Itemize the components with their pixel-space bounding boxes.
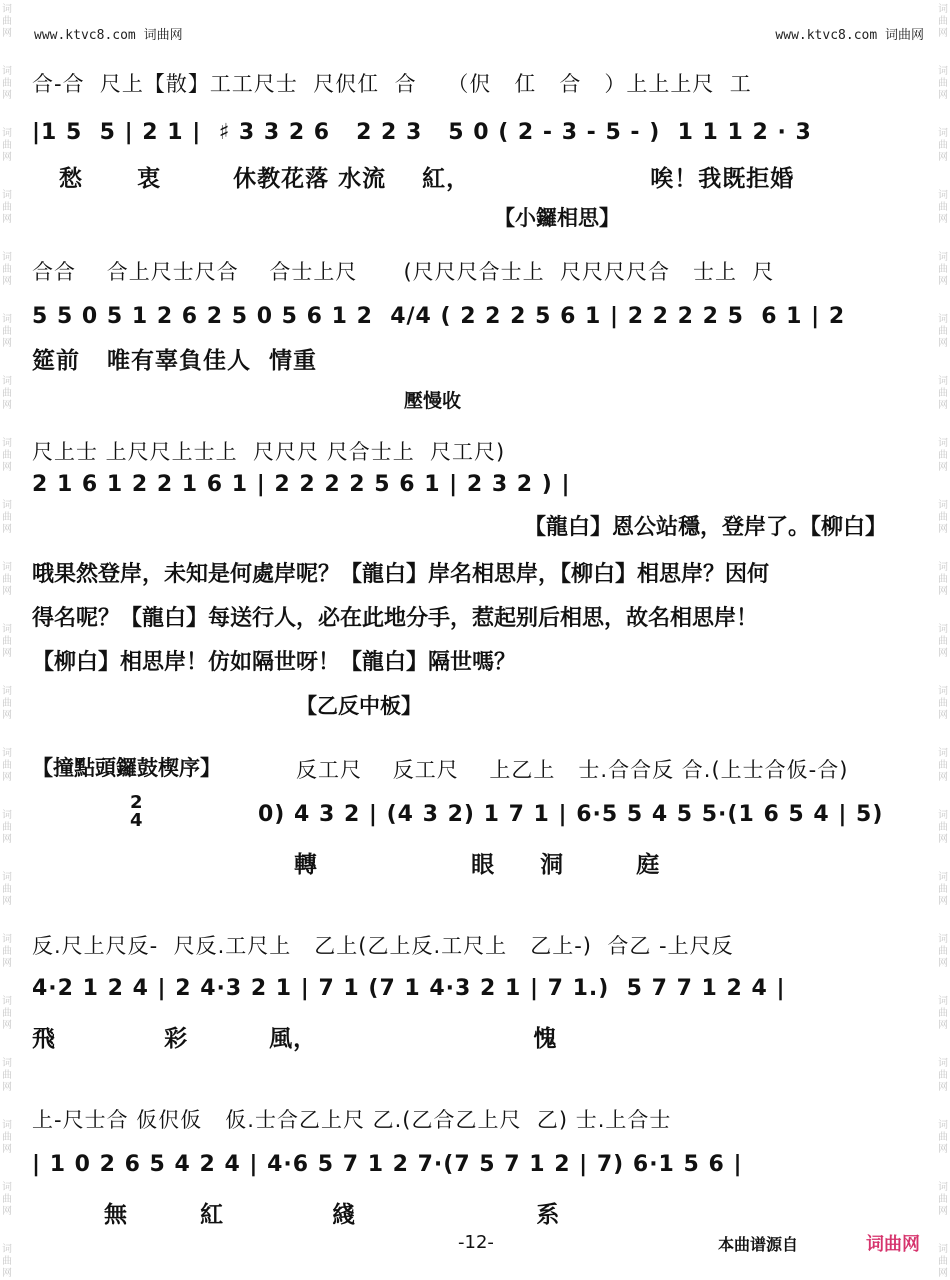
system6-gongche: 上-尺士合 仮伬仮 仮.士合乙上尺 乙.(乙合乙上尺 乙) 士.上合士 (32, 1108, 672, 1132)
watermark-mark: 词曲网 (2, 810, 12, 845)
watermark-mark: 词曲网 (938, 4, 948, 39)
watermark-mark: 词曲网 (2, 1182, 12, 1217)
system3-gongche: 尺上士 上尺尺上士上 尺尺尺 尺合士上 尺工尺) (32, 440, 506, 464)
system6-jianpu: | 1 0 2 6 5 4 2 4 | 4·6 5 7 1 2 7·(7 5 7 1 2 | 7) 6·1 5 6 | (32, 1152, 743, 1177)
time-signature-bottom: 4 (130, 810, 143, 831)
watermark-mark: 词曲网 (2, 500, 12, 535)
system2-lyrics: 筵前 唯有辜負佳人 情重 (32, 348, 318, 374)
watermark-mark: 词曲网 (938, 314, 948, 349)
system6-lyrics: 無 紅 綫 系 (32, 1202, 561, 1228)
watermark-mark: 词曲网 (2, 252, 12, 287)
watermark-mark: 词曲网 (2, 624, 12, 659)
watermark-mark: 词曲网 (938, 1120, 948, 1155)
system2-jianpu: 5 5 0 5 1 2 6 2 5 0 5 6 1 2 4/4 ( 2 2 2 5 6 1 | 2 2 2 2 5 6 1 | 2 (32, 304, 846, 329)
watermark-mark: 词曲网 (2, 128, 12, 163)
system4-lyrics: 轉 眼 洞 庭 (294, 852, 661, 878)
watermark-mark: 词曲网 (938, 686, 948, 721)
watermark-mark: 词曲网 (938, 1244, 948, 1279)
dialogue-line-3: 得名呢？【龍白】每送行人，必在此地分手，惹起别后相思，故名相思岸！ (32, 606, 759, 631)
watermark-mark: 词曲网 (938, 996, 948, 1031)
watermark-mark: 词曲网 (938, 66, 948, 101)
dialogue-line-1: 【龍白】恩公站穩，登岸了。【柳白】 (524, 515, 888, 540)
system1-lyrics: 愁 衷 休教花落 水流 紅， 唉！我既拒婚 (32, 166, 795, 192)
watermark-mark: 词曲网 (938, 934, 948, 969)
watermark-mark: 词曲网 (2, 66, 12, 101)
watermark-mark: 词曲网 (938, 500, 948, 535)
watermark-mark: 词曲网 (938, 128, 948, 163)
system2-gongche: 合合 合上尺士尺合 合士上尺 (尺尺尺合士上 尺尺尺尺合 士上 尺 (32, 260, 775, 284)
watermark-mark: 词曲网 (938, 748, 948, 783)
watermark-mark: 词曲网 (2, 190, 12, 225)
system1-gongche: 合-合 尺上【散】工工尺士 尺伬仜 合 （伬 仜 合 ）上上上尺 工 (32, 72, 752, 96)
dialogue-line-2: 哦果然登岸，未知是何處岸呢？【龍白】岸名相思岸，【柳白】相思岸？因何 (32, 562, 770, 587)
system2-section-title: 【小鑼相思】 (494, 206, 620, 230)
watermark-mark: 词曲网 (938, 872, 948, 907)
watermark-mark: 词曲网 (938, 810, 948, 845)
system5-jianpu: 4·2 1 2 4 | 2 4·3 2 1 | 7 1 (7 1 4·3 2 1 | 7 1.) 5 7 7 1 2 4 | (32, 976, 786, 1001)
watermark-mark: 词曲网 (2, 1058, 12, 1093)
watermark-mark: 词曲网 (938, 376, 948, 411)
watermark-mark: 词曲网 (2, 438, 12, 473)
watermark-mark: 词曲网 (938, 562, 948, 597)
watermark-mark: 词曲网 (2, 1120, 12, 1155)
watermark-mark: 词曲网 (938, 190, 948, 225)
time-signature-top: 2 (130, 792, 143, 813)
watermark-mark: 词曲网 (2, 748, 12, 783)
page-number: -12- (458, 1232, 494, 1253)
watermark-mark: 词曲网 (938, 252, 948, 287)
system4-gongche: 反工尺 反工尺 上乙上 士.合合反 合.(上士合仮-合) (296, 758, 849, 782)
watermark-mark: 词曲网 (2, 1244, 12, 1279)
watermark-mark: 词曲网 (2, 686, 12, 721)
watermark-mark: 词曲网 (2, 376, 12, 411)
watermark-mark: 词曲网 (938, 1182, 948, 1217)
system4-section-title: 【乙反中板】 (296, 694, 422, 718)
site-logo[interactable]: 词曲网 (866, 1234, 920, 1255)
watermark-mark: 词曲网 (2, 562, 12, 597)
header-right-url: www.ktvc8.com 词曲网 (775, 28, 924, 43)
system4-prelude-label: 【撞點頭鑼鼓楔序】 (32, 756, 221, 780)
source-note: 本曲谱源自 (718, 1235, 799, 1254)
watermark-mark: 词曲网 (938, 1058, 948, 1093)
watermark-mark: 词曲网 (2, 4, 12, 39)
watermark-mark: 词曲网 (2, 314, 12, 349)
system3-jianpu: 2 1 6 1 2 2 1 6 1 | 2 2 2 2 5 6 1 | 2 3 2 ) | (32, 472, 571, 497)
system5-lyrics: 飛 彩 風， 愧 (32, 1026, 558, 1052)
system4-jianpu: 0) 4 3 2 | (4 3 2) 1 7 1 | 6·5 5 4 5 5·(1 6 5 4 | 5) (258, 802, 884, 827)
dialogue-line-4: 【柳白】相思岸！仿如隔世呀！【龍白】隔世嗎？ (32, 650, 517, 675)
system3-tempo-marking: 壓慢收 (404, 390, 462, 412)
watermark-mark: 词曲网 (2, 934, 12, 969)
watermark-mark: 词曲网 (938, 438, 948, 473)
watermark-mark: 词曲网 (2, 872, 12, 907)
header-left-url: www.ktvc8.com 词曲网 (34, 28, 183, 43)
watermark-mark: 词曲网 (938, 624, 948, 659)
watermark-mark: 词曲网 (2, 996, 12, 1031)
time-signature (130, 794, 143, 830)
left-watermark-strip (0, 0, 14, 1278)
right-watermark-strip (936, 0, 950, 1278)
system5-gongche: 反.尺上尺反- 尺反.工尺上 乙上(乙上反.工尺上 乙上-) 合乙 -上尺反 (32, 934, 734, 958)
system1-jianpu: |1 5 5 | 2 1 | ♯ 3 3 2 6 2 2 3 5 0 ( 2 - 3 - 5 - ) 1 1 1 2 · 3 (32, 120, 812, 145)
